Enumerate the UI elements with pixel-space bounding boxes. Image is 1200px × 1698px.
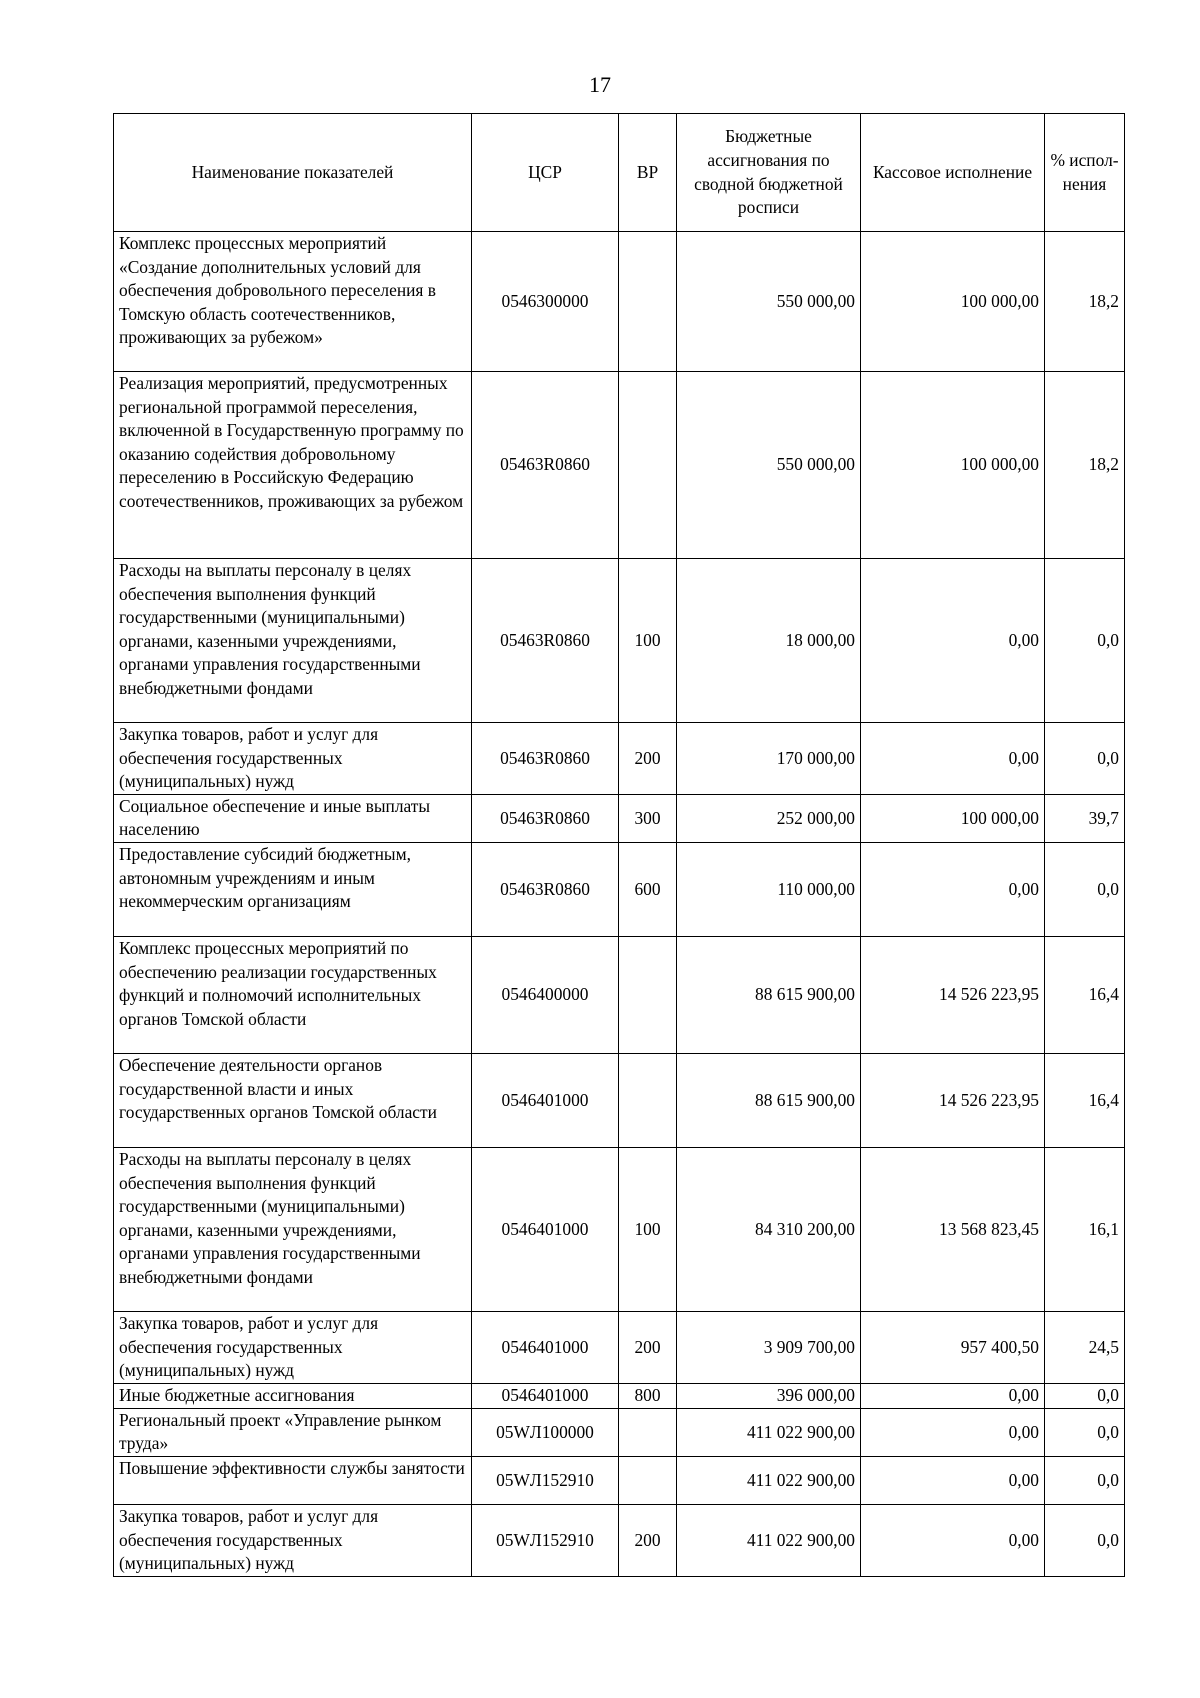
row-assigned: 170 000,00: [677, 723, 861, 795]
row-executed: 957 400,50: [861, 1311, 1045, 1383]
row-percent: 0,0: [1045, 1383, 1125, 1408]
row-executed: 0,00: [861, 1383, 1045, 1408]
row-vr: 200: [619, 1504, 677, 1576]
row-percent: 0,0: [1045, 1504, 1125, 1576]
row-name: Обеспечение деятельности органов государственной власти и иных государственных органов Томской области: [114, 1053, 472, 1147]
row-executed: 13 568 823,45: [861, 1147, 1045, 1311]
row-assigned: 411 022 900,00: [677, 1456, 861, 1504]
row-vr: 300: [619, 794, 677, 842]
budget-execution-table: [113, 113, 1125, 1577]
row-executed: 0,00: [861, 1456, 1045, 1504]
row-vr: [619, 232, 677, 372]
table-row: [114, 1147, 1125, 1311]
row-percent: 0,0: [1045, 559, 1125, 723]
row-csr: 05463R0860: [472, 723, 619, 795]
row-assigned: 84 310 200,00: [677, 1147, 861, 1311]
row-name: Реализация мероприятий, предусмотренных региональной программой переселения, включенной в Государственную программу по оказанию содействия добровольному переселению в Российскую Федерацию соотечественников, проживающих за рубежом: [114, 372, 472, 559]
row-percent: 16,4: [1045, 936, 1125, 1053]
row-vr: 100: [619, 559, 677, 723]
row-vr: [619, 1408, 677, 1456]
row-assigned: 18 000,00: [677, 559, 861, 723]
row-assigned: 550 000,00: [677, 232, 861, 372]
table-row: [114, 372, 1125, 559]
row-name: Закупка товаров, работ и услуг для обеспечения государственных (муниципальных) нужд: [114, 1504, 472, 1576]
row-assigned: 411 022 900,00: [677, 1408, 861, 1456]
row-percent: 24,5: [1045, 1311, 1125, 1383]
page-number: 17: [589, 72, 611, 97]
row-name: Предоставление субсидий бюджетным, автономным учреждениям и иным некоммерческим организациям: [114, 842, 472, 936]
row-vr: [619, 936, 677, 1053]
row-name: Расходы на выплаты персоналу в целях обеспечения выполнения функций государственными (муниципальными) органами, казенными учреждениями, органами управления государственными внебюджетными фондами: [114, 1147, 472, 1311]
table-row: [114, 1311, 1125, 1383]
header-assignments: Бюджетные ассигнования по сводной бюджетной росписи: [677, 114, 861, 232]
row-csr: 05WЛ100000: [472, 1408, 619, 1456]
row-csr: 0546400000: [472, 936, 619, 1053]
table-row: [114, 723, 1125, 795]
row-vr: 200: [619, 1311, 677, 1383]
row-vr: 800: [619, 1383, 677, 1408]
row-executed: 14 526 223,95: [861, 936, 1045, 1053]
table-row: [114, 936, 1125, 1053]
row-assigned: 3 909 700,00: [677, 1311, 861, 1383]
row-executed: 0,00: [861, 559, 1045, 723]
row-name: Закупка товаров, работ и услуг для обеспечения государственных (муниципальных) нужд: [114, 1311, 472, 1383]
header-execution: Кассовое исполнение: [861, 114, 1045, 232]
row-csr: 0546401000: [472, 1311, 619, 1383]
row-name: Социальное обеспечение и иные выплаты населению: [114, 794, 472, 842]
row-assigned: 88 615 900,00: [677, 1053, 861, 1147]
row-vr: [619, 372, 677, 559]
table-row: [114, 1504, 1125, 1576]
row-executed: 100 000,00: [861, 372, 1045, 559]
row-vr: 200: [619, 723, 677, 795]
row-assigned: 88 615 900,00: [677, 936, 861, 1053]
row-assigned: 550 000,00: [677, 372, 861, 559]
row-name: Расходы на выплаты персоналу в целях обеспечения выполнения функций государственными (муниципальными) органами, казенными учреждениями, органами управления государственными внебюджетными фондами: [114, 559, 472, 723]
table-row: [114, 232, 1125, 372]
table-row: [114, 559, 1125, 723]
row-executed: 0,00: [861, 723, 1045, 795]
table-header-row: [114, 114, 1125, 232]
header-name: Наименование показателей: [114, 114, 472, 232]
table-row: [114, 1053, 1125, 1147]
header-csr: ЦСР: [472, 114, 619, 232]
row-csr: 0546401000: [472, 1147, 619, 1311]
row-percent: 39,7: [1045, 794, 1125, 842]
table-row: [114, 1383, 1125, 1408]
row-csr: 05WЛ152910: [472, 1456, 619, 1504]
row-percent: 18,2: [1045, 232, 1125, 372]
row-percent: 0,0: [1045, 842, 1125, 936]
row-name: Повышение эффективности службы занятости: [114, 1456, 472, 1504]
row-executed: 14 526 223,95: [861, 1053, 1045, 1147]
row-name: Закупка товаров, работ и услуг для обеспечения государственных (муниципальных) нужд: [114, 723, 472, 795]
row-name: Региональный проект «Управление рынком труда»: [114, 1408, 472, 1456]
row-csr: 0546401000: [472, 1053, 619, 1147]
row-percent: 0,0: [1045, 1408, 1125, 1456]
table-row: [114, 1408, 1125, 1456]
row-csr: 05463R0860: [472, 794, 619, 842]
row-name: Иные бюджетные ассигнования: [114, 1383, 472, 1408]
table-row: [114, 842, 1125, 936]
row-executed: 100 000,00: [861, 794, 1045, 842]
row-csr: 0546300000: [472, 232, 619, 372]
row-assigned: 396 000,00: [677, 1383, 861, 1408]
row-csr: 05463R0860: [472, 559, 619, 723]
row-percent: 16,1: [1045, 1147, 1125, 1311]
row-csr: 05WЛ152910: [472, 1504, 619, 1576]
row-csr: 0546401000: [472, 1383, 619, 1408]
row-assigned: 411 022 900,00: [677, 1504, 861, 1576]
row-vr: 100: [619, 1147, 677, 1311]
header-percent: % испол-нения: [1045, 114, 1125, 232]
row-assigned: 252 000,00: [677, 794, 861, 842]
table-row: [114, 794, 1125, 842]
row-percent: 0,0: [1045, 723, 1125, 795]
row-assigned: 110 000,00: [677, 842, 861, 936]
row-executed: 0,00: [861, 1408, 1045, 1456]
row-percent: 16,4: [1045, 1053, 1125, 1147]
row-executed: 0,00: [861, 842, 1045, 936]
row-percent: 0,0: [1045, 1456, 1125, 1504]
table-row: [114, 1456, 1125, 1504]
row-vr: 600: [619, 842, 677, 936]
row-name: Комплекс процессных мероприятий по обеспечению реализации государственных функций и полномочий исполнительных органов Томской области: [114, 936, 472, 1053]
row-executed: 0,00: [861, 1504, 1045, 1576]
row-vr: [619, 1053, 677, 1147]
row-csr: 05463R0860: [472, 842, 619, 936]
header-vr: ВР: [619, 114, 677, 232]
row-vr: [619, 1456, 677, 1504]
row-name: Комплекс процессных мероприятий «Создание дополнительных условий для обеспечения добровольного переселения в Томскую область соотечественников, проживающих за рубежом»: [114, 232, 472, 372]
row-executed: 100 000,00: [861, 232, 1045, 372]
row-percent: 18,2: [1045, 372, 1125, 559]
row-csr: 05463R0860: [472, 372, 619, 559]
